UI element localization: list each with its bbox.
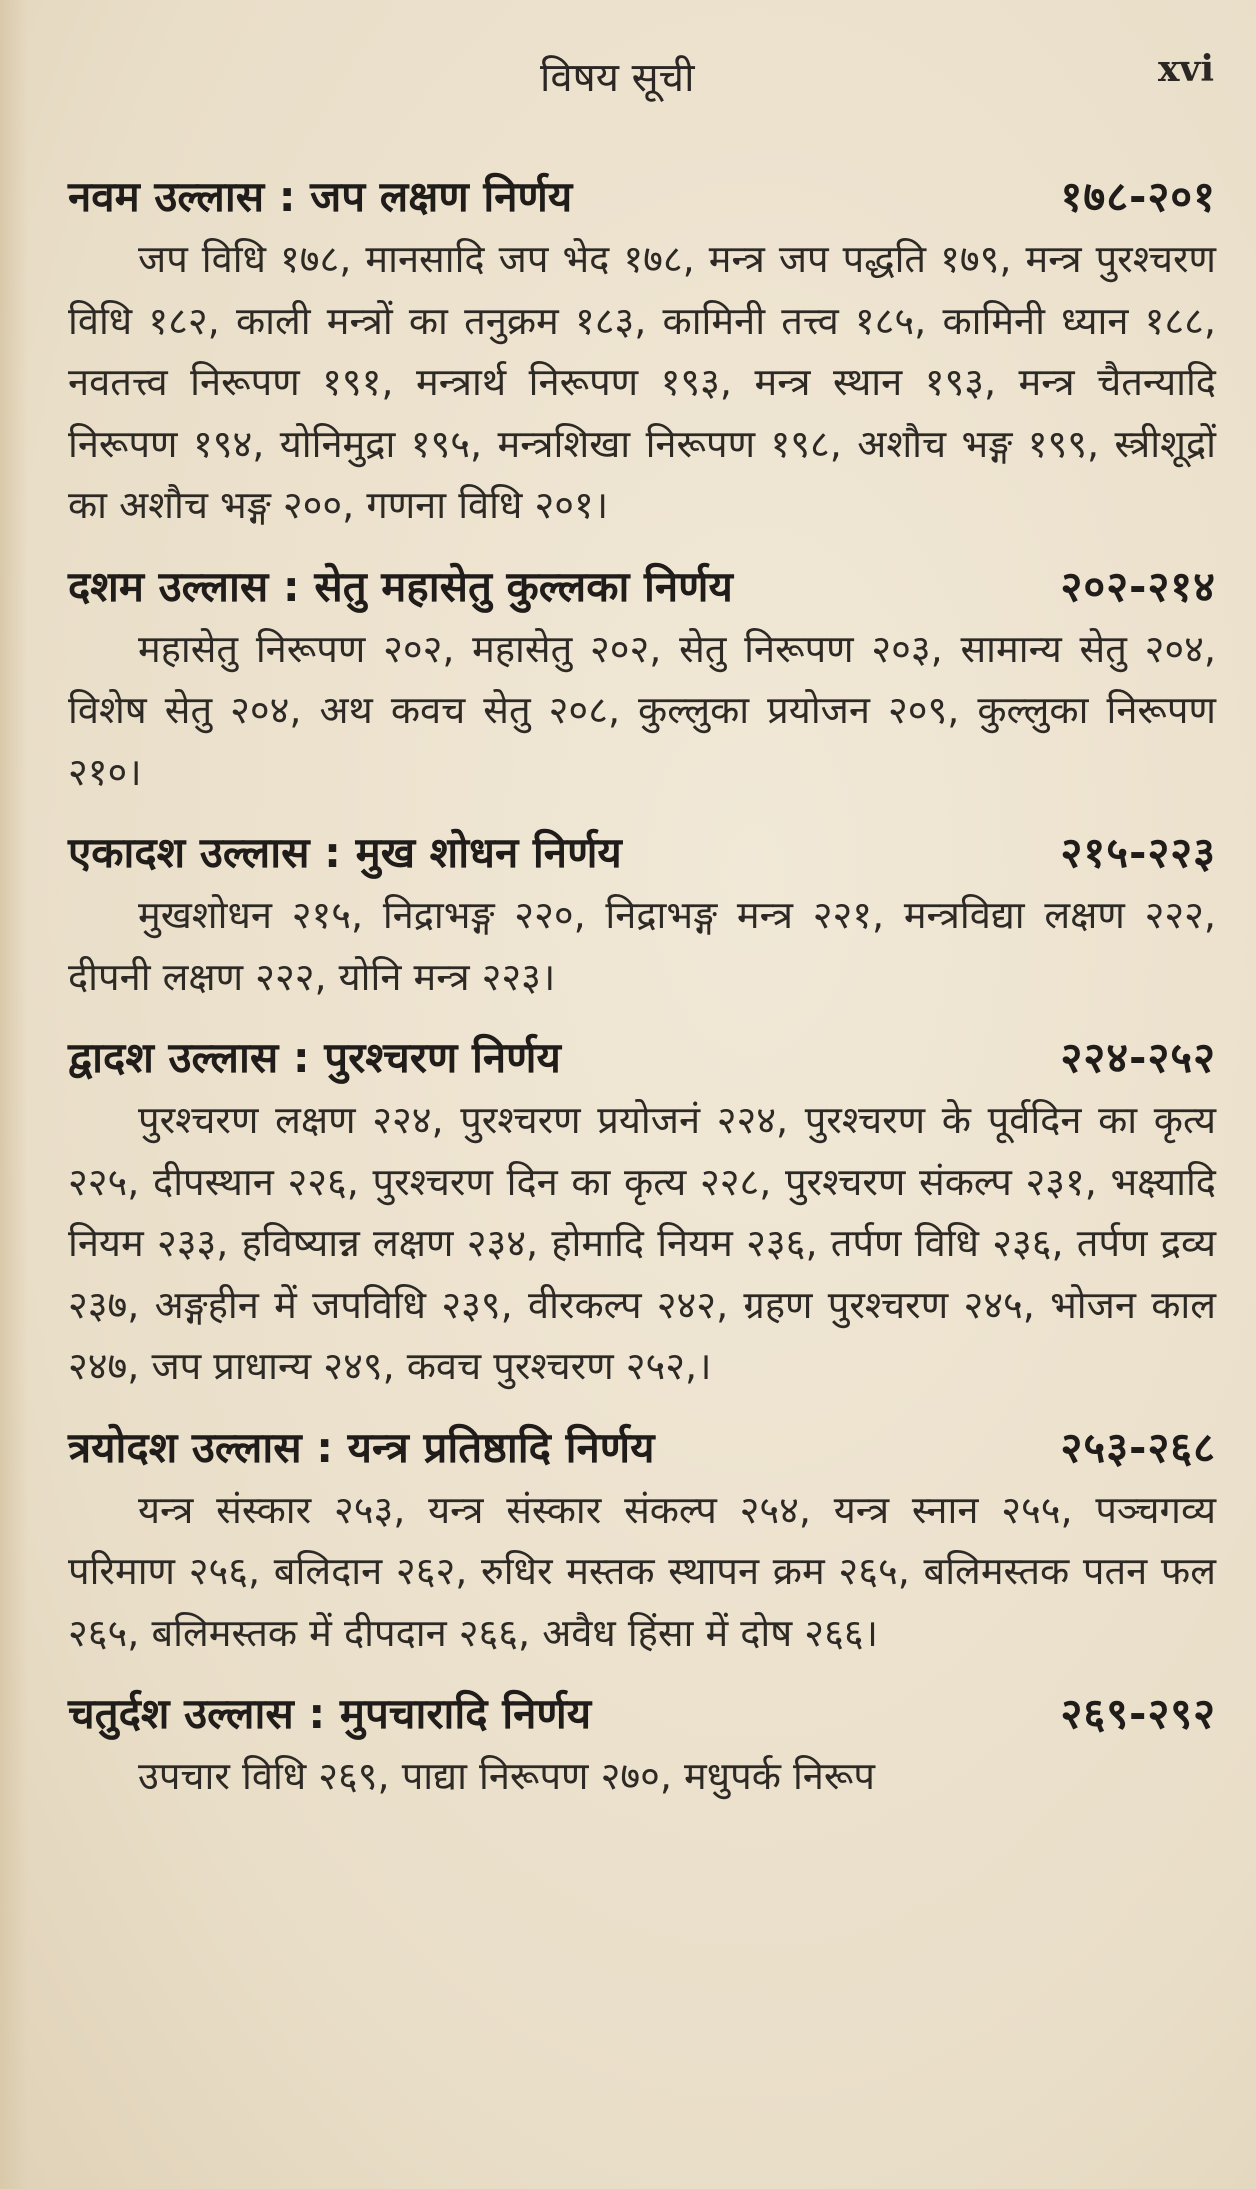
section-page-range: २०२-२१४	[1060, 561, 1216, 611]
section-page-range: २२४-२५२	[1060, 1033, 1216, 1082]
section-heading-row	[68, 1026, 1216, 1090]
toc-section-10	[68, 555, 1216, 804]
section-entries: मुखशोधन २१५, निद्राभङ्ग २२०, निद्राभङ्ग मन्त्र २२१, मन्त्रविद्या लक्षण २२२, दीपनी लक्षण २२२, योनि मन्त्र २२३।	[68, 893, 1216, 999]
section-page-range: २५३-२६८	[1060, 1422, 1216, 1472]
toc-section-12	[68, 1026, 1216, 1398]
section-heading-row	[68, 1416, 1216, 1480]
section-heading-row	[68, 821, 1216, 885]
toc-section-14	[68, 1682, 1216, 1808]
toc-section-13	[68, 1416, 1216, 1665]
page-header	[0, 38, 1256, 108]
section-page-range: २१५-२२३	[1060, 828, 1216, 877]
page-edge-shadow	[0, 0, 28, 2189]
toc-section-11	[68, 821, 1216, 1008]
page-number: xvi	[1157, 48, 1214, 90]
section-heading: चतुर्दश उल्लास : मुपचारादि निर्णय	[68, 1689, 592, 1738]
section-page-range: २६९-२९२	[1060, 1689, 1216, 1738]
toc-section-9	[68, 165, 1216, 537]
section-entries: जप विधि १७८, मानसादि जप भेद १७८, मन्त्र जप पद्धति १७९, मन्त्र पुरश्चरण विधि १८२, काली मन्त्रों का तनुक्रम १८३, कामिनी तत्त्व १८५, कामिनी ध्यान १८८, नवतत्त्व निरूपण १९१, मन्त्रार्थ निरूपण १९३, मन्त्र स्थान १९३, मन्त्र चैतन्यादि निरूपण १९४, योनिमुद्रा १९५, मन्त्रशिखा निरूपण १९८, अशौच भङ्ग १९९, स्त्रीशूद्रों का अशौच भङ्ग २००, गणना विधि २०१।	[68, 237, 1216, 527]
section-heading: नवम उल्लास : जप लक्षण निर्णय	[68, 172, 573, 221]
section-heading: एकादश उल्लास : मुख शोधन निर्णय	[68, 828, 622, 877]
section-heading-row	[68, 1682, 1216, 1746]
section-page-range: १७८-२०१	[1060, 172, 1216, 221]
section-heading-row	[68, 165, 1216, 229]
section-entries: पुरश्चरण लक्षण २२४, पुरश्चरण प्रयोजनं २२४, पुरश्चरण के पूर्वदिन का कृत्य २२५, दीपस्थान २२६, पुरश्चरण दिन का कृत्य २२८, पुरश्चरण संकल्प २३१, भक्ष्यादि नियम २३३, हविष्यान्न लक्षण २३४, होमादि नियम २३६, तर्पण विधि २३६, तर्पण द्रव्य २३७, अङ्गहीन में जपविधि २३९, वीरकल्प २४२, ग्रहण पुरश्चरण २४५, भोजन काल २४७, जप प्राधान्य २४९, कवच पुरश्चरण २५२,।	[68, 1098, 1216, 1388]
section-heading: द्वादश उल्लास : पुरश्चरण निर्णय	[68, 1033, 561, 1082]
section-heading: त्रयोदश उल्लास : यन्त्र प्रतिष्ठादि निर्णय	[68, 1422, 655, 1472]
section-entries: यन्त्र संस्कार २५३, यन्त्र संस्कार संकल्प २५४, यन्त्र स्नान २५५, पञ्चगव्य परिमाण २५६, बलिदान २६२, रुधिर मस्तक स्थापन क्रम २६५, बलिमस्तक पतन फल २६५, बलिमस्तक में दीपदान २६६, अवैध हिंसा में दोष २६६।	[68, 1487, 1216, 1655]
table-of-contents	[68, 165, 1216, 1826]
section-heading-row	[68, 555, 1216, 619]
section-heading: दशम उल्लास : सेतु महासेतु कुल्लका निर्णय	[68, 561, 733, 611]
section-entries: उपचार विधि २६९, पाद्या निरूपण २७०, मधुपर्क निरूप	[138, 1754, 876, 1798]
page-title: विषय सूची	[540, 55, 695, 101]
section-entries: महासेतु निरूपण २०२, महासेतु २०२, सेतु निरूपण २०३, सामान्य सेतु २०४, विशेष सेतु २०४, अथ कवच सेतु २०८, कुल्लुका प्रयोजन २०९, कुल्लुका निरूपण २१०।	[68, 626, 1216, 794]
